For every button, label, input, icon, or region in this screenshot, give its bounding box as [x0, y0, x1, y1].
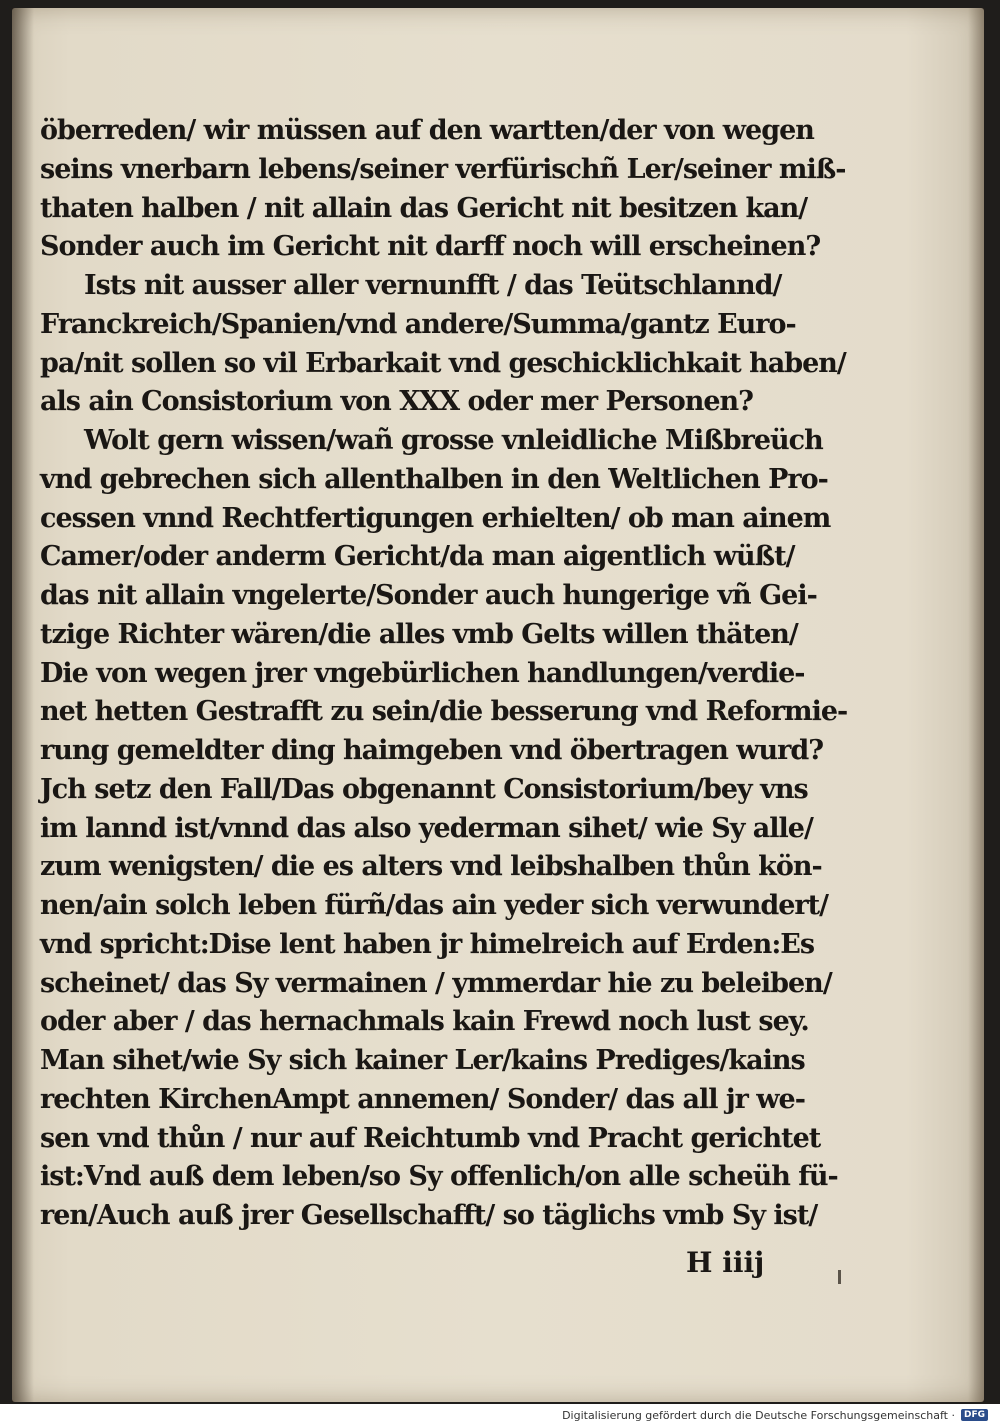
text-line: zum wenigsten/ die es alters vnd leibshalben thůn kön- [40, 851, 822, 883]
text-line: im lannd ist/vnnd das also yederman sihet/ wie Sy alle/ [40, 812, 813, 844]
page-mark [838, 1270, 841, 1284]
text-line: ist:Vnd auß dem leben/so Sy offenlich/on alle scheüh fü- [40, 1161, 838, 1193]
text-line: vnd gebrechen sich allenthalben in den Weltlichen Pro- [40, 463, 828, 495]
text-line: Die von wegen jrer vngebürlichen handlungen/verdie- [40, 657, 805, 689]
footer-bar [0, 1404, 1000, 1426]
text-line: Jch setz den Fall/Das obgenannt Consistorium/bey vns [40, 773, 808, 805]
text-line: vnd spricht:Dise lent haben jr himelreich auf Erden:Es [40, 928, 815, 960]
text-line: Sonder auch im Gericht nit darff noch will erscheinen? [40, 231, 821, 263]
text-line: net hetten Gestrafft zu sein/die besserung vnd Reformie- [40, 696, 848, 728]
text-line: öberreden/ wir müssen auf den wartten/der von wegen [40, 115, 814, 146]
text-line: pa/nit sollen so vil Erbarkait vnd geschicklichkait haben/ [40, 347, 846, 379]
text-line: Camer/oder anderm Gericht/da man aigentlich wüßt/ [40, 541, 795, 573]
text-line: rechten KirchenAmpt annemen/ Sonder/ das all jr we- [40, 1083, 805, 1115]
text-line: Ists nit ausser aller vernunfft / das Teütschlannd/ [84, 270, 782, 301]
text-line: thaten halben / nit allain das Gericht nit besitzen kan/ [40, 192, 808, 224]
scanned-page [12, 8, 984, 1402]
text-line: sen vnd thůn / nur auf Reichtumb vnd Pracht gerichtet [40, 1122, 821, 1154]
text-line: ren/Auch auß jrer Gesellschafft/ so täglichs vmb Sy ist/ [40, 1200, 818, 1231]
page-gutter [12, 8, 34, 1402]
dfg-logo-icon: DFG [961, 1409, 988, 1421]
text-line: das nit allain vngelerte/Sonder auch hungerige vñ Gei- [40, 580, 817, 611]
text-line: rung gemeldter ding haimgeben vnd öbertragen wurd? [40, 735, 824, 766]
text-line: oder aber / das hernachmals kain Frewd noch lust sey. [40, 1006, 809, 1038]
text-line: Franckreich/Spanien/vnd andere/Summa/gantz Euro- [40, 308, 796, 340]
footer-credit: Digitalisierung gefördert durch die Deutsche Forschungsgemeinschaft · [562, 1408, 955, 1422]
text-line: Wolt gern wissen/wañ grosse vnleidliche Mißbreüch [84, 425, 823, 456]
text-line: als ain Consistorium von XXX oder mer Personen? [40, 386, 753, 418]
text-line: tzige Richter wären/die alles vmb Gelts willen thäten/ [40, 618, 798, 650]
text-line: Man sihet/wie Sy sich kainer Ler/kains Prediges/kains [40, 1045, 805, 1076]
text-line: seins vnerbarn lebens/seiner verfürischñ Ler/seiner miß- [40, 153, 846, 185]
text-line: cessen vnnd Rechtfertigungen erhielten/ ob man ainem [40, 502, 831, 534]
text-line: scheinet/ das Sy vermainen / ymmerdar hie zu beleiben/ [40, 967, 832, 999]
text-block [40, 112, 848, 1236]
signature-mark: H iiij [686, 1246, 765, 1279]
page-edge [968, 8, 984, 1402]
text-line: nen/ain solch leben fürñ/das ain yeder sich verwundert/ [40, 890, 828, 921]
